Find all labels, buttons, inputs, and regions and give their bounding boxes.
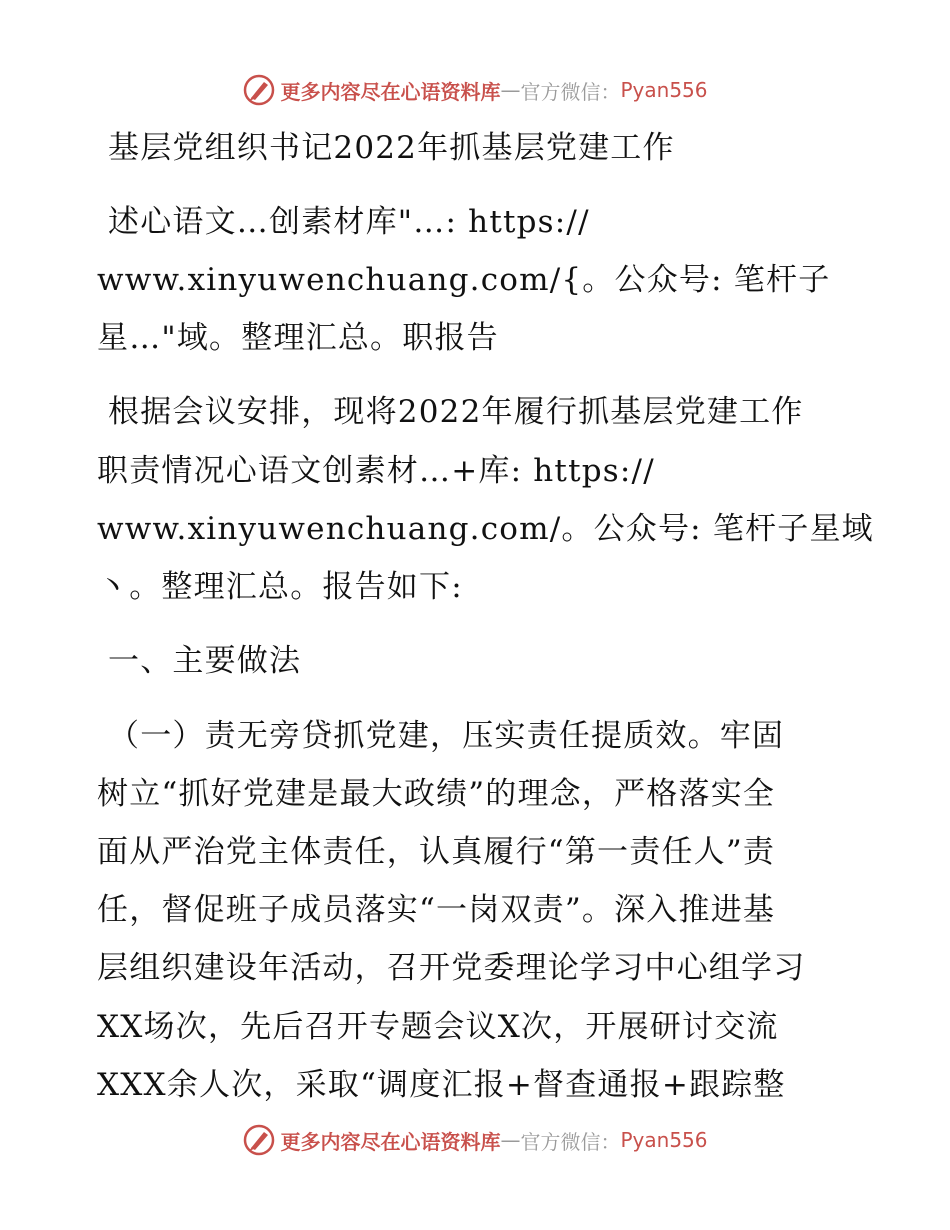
banner-main-text: 更多内容尽在心语资料库 [280, 1129, 501, 1154]
quill-pen-logo-icon [242, 1123, 276, 1157]
intro-line-3: www.xinyuwenchuang.com/。公众号: 笔杆子星域 [97, 511, 874, 547]
banner-wechat-id: Pyan556 [620, 1128, 708, 1152]
body-line-7: XXX余人次，采取“调度汇报+督查通报+跟踪整 [97, 1067, 786, 1103]
document-title-line-1: 基层党组织书记2022年抓基层党建工作 [108, 130, 675, 166]
intro-line-2: 职责情况心语文创素材…+库: https:// [97, 453, 655, 489]
banner-sub-text: 官方微信： [520, 1129, 621, 1154]
banner-dash: — [500, 1128, 521, 1152]
banner-main-text: 更多内容尽在心语资料库 [280, 79, 501, 104]
body-line-6: XX场次，先后召开专题会议X次，开展研讨交流 [97, 1009, 779, 1045]
body-line-3: 面从严治党主体责任，认真履行“第一责任人”责 [97, 834, 776, 870]
intro-line-1: 根据会议安排，现将2022年履行抓基层党建工作 [108, 394, 804, 430]
body-line-4: 任，督促班子成员落实“一岗双责”。深入推进基 [97, 892, 776, 928]
intro-line-4: 丶。整理汇总。报告如下: [97, 569, 463, 605]
body-line-2: 树立“抓好党建是最大政绩”的理念，严格落实全 [97, 776, 776, 812]
banner-dash: — [500, 78, 521, 102]
banner-sub-text: 官方微信： [520, 79, 621, 104]
document-title-line-4: 星…"域。整理汇总。职报告 [97, 320, 499, 356]
body-line-5: 层组织建设年活动，召开党委理论学习中心组学习 [97, 950, 806, 986]
header-watermark-banner [0, 70, 950, 110]
body-line-1: （一）责无旁贷抓党建，压实责任提质效。牢固 [108, 718, 785, 754]
quill-pen-logo-icon [242, 73, 276, 107]
footer-watermark-banner [0, 1120, 950, 1160]
document-title-line-3: www.xinyuwenchuang.com/{。公众号: 笔杆子 [97, 262, 831, 298]
document-title-line-2: 述心语文…创素材库"…: https:// [108, 204, 590, 240]
section-heading: 一、主要做法 [108, 643, 302, 679]
banner-wechat-id: Pyan556 [620, 78, 708, 102]
